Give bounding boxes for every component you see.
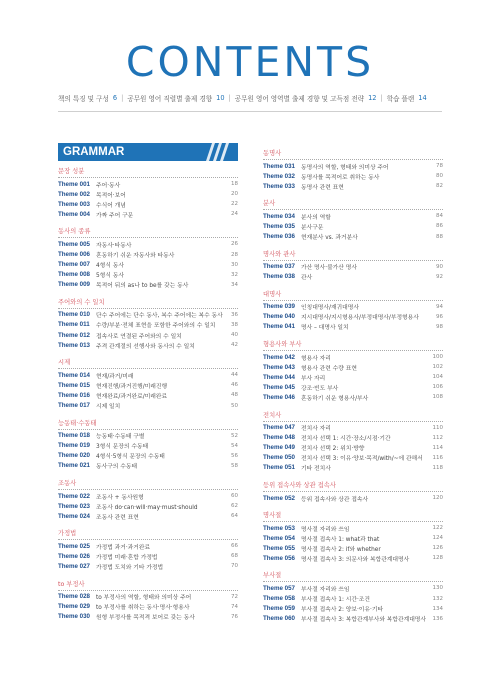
toc-entry[interactable]: [58, 602, 238, 612]
theme-title: 목적어 뒤의 as나 to be를 갖는 동사: [96, 283, 189, 290]
theme-title: 동사구의 수동태: [96, 464, 138, 471]
theme-number: Theme 029: [58, 603, 90, 611]
page-number: 122: [432, 525, 443, 532]
intro-label: 책의 특징 및 구성: [58, 95, 109, 103]
theme-title: 5형식 동사: [96, 273, 124, 280]
toc-entry[interactable]: [263, 302, 443, 312]
section-heading: 문장 성분: [58, 163, 238, 178]
page-number: 56: [231, 452, 238, 459]
toc-entry[interactable]: [263, 382, 443, 392]
theme-number: Theme 018: [58, 432, 90, 440]
theme-title: 능동태·수동태 구별: [96, 434, 145, 441]
page-number: 96: [436, 313, 443, 320]
theme-title: 부사 자리: [301, 375, 326, 382]
page-number: 132: [432, 595, 443, 602]
page-number: 22: [231, 201, 238, 208]
theme-title: 가정법 과거·과거완료: [96, 544, 151, 551]
theme-number: Theme 049: [263, 444, 295, 452]
page-number: 30: [231, 261, 238, 268]
theme-number: Theme 017: [58, 402, 90, 410]
toc-entry[interactable]: [58, 320, 238, 330]
theme-number: Theme 002: [58, 190, 90, 198]
theme-title: 목적어·보어: [96, 192, 126, 199]
toc-entry[interactable]: [58, 501, 238, 511]
section-heading: to 부정사: [58, 576, 238, 591]
theme-number: Theme 031: [263, 162, 295, 170]
divider: [58, 111, 442, 112]
theme-title: to 부정사의 역할, 형태와 의미상 주어: [96, 595, 192, 602]
page-number: 106: [432, 384, 443, 391]
theme-number: Theme 048: [263, 434, 295, 442]
toc-entry[interactable]: [263, 161, 443, 171]
theme-title: 현재완료/과거완료/미래완료: [96, 393, 168, 400]
intro-page: 12: [368, 94, 377, 102]
theme-number: Theme 032: [263, 172, 295, 180]
theme-title: 인칭대명사/재귀대명사: [301, 305, 359, 312]
theme-number: Theme 052: [263, 494, 295, 502]
toc-entry[interactable]: [58, 199, 238, 209]
toc-entry[interactable]: [263, 312, 443, 322]
page-number: 68: [231, 553, 238, 560]
page-number: 18: [231, 181, 238, 188]
theme-title: 명사절 접속사 3: 의문사와 복합관계대명사: [301, 556, 410, 563]
toc-entry[interactable]: [58, 390, 238, 400]
section-heading: 형용사와 부사: [263, 336, 443, 351]
theme-number: Theme 050: [263, 454, 295, 462]
toc-section: [58, 223, 238, 289]
section-heading: 명사와 관사: [263, 246, 443, 261]
theme-title: 조동사 do·can·will·may·must·should: [96, 504, 198, 511]
toc-entry[interactable]: [263, 171, 443, 181]
page-number: 94: [436, 303, 443, 310]
section-heading: 등위 접속사와 상관 접속사: [263, 477, 443, 492]
theme-title: 명사 – 대명사 일치: [301, 325, 349, 332]
theme-number: Theme 011: [58, 321, 90, 329]
toc-entry[interactable]: [58, 431, 238, 441]
theme-number: Theme 010: [58, 311, 90, 319]
toc-entry[interactable]: [58, 561, 238, 571]
theme-title: 관사: [301, 275, 313, 282]
page-number: 62: [231, 503, 238, 510]
theme-title: 단수 주어에는 단수 동사, 복수 주어에는 복수 동사: [96, 313, 223, 320]
theme-title: 동명사의 역할, 형태와 의미상 주어: [301, 164, 389, 171]
theme-title: 시제 일치: [96, 404, 121, 411]
intro-page: 14: [418, 94, 427, 102]
toc-entry[interactable]: [263, 272, 443, 282]
theme-title: 혼동하기 쉬운 자동사와 타동사: [96, 253, 175, 260]
page-number: 90: [436, 263, 443, 270]
page-number: 26: [231, 241, 238, 248]
page-number: 126: [432, 545, 443, 552]
page-number: 32: [231, 271, 238, 278]
page-number: 82: [436, 183, 443, 190]
page-number: 76: [231, 613, 238, 620]
page-title: CONTENTS: [125, 38, 375, 86]
page-number: 54: [231, 442, 238, 449]
theme-title: 수식어 개념: [96, 202, 126, 209]
theme-title: 조동사 + 동사원형: [96, 494, 144, 501]
theme-title: 전치사 선택 2: 위치·방향: [301, 446, 365, 453]
intro-page: 6: [112, 94, 118, 102]
page-number: 72: [231, 593, 238, 600]
page-number: 134: [432, 605, 443, 612]
section-heading: 동사의 종류: [58, 223, 238, 238]
toc-entry[interactable]: [58, 330, 238, 340]
toc-entry[interactable]: [263, 583, 443, 593]
toc-entry[interactable]: [263, 262, 443, 272]
page-number: 52: [231, 432, 238, 439]
toc-entry[interactable]: [58, 441, 238, 451]
toc-entry[interactable]: [263, 352, 443, 362]
toc-entry[interactable]: [263, 433, 443, 443]
toc-entry[interactable]: [58, 249, 238, 259]
theme-title: 명사절 자리와 쓰임: [301, 526, 350, 533]
page-number: 20: [231, 191, 238, 198]
section-heading: 가정법: [58, 525, 238, 540]
theme-number: Theme 038: [263, 273, 295, 281]
toc-list: [58, 163, 238, 622]
toc-entry[interactable]: [263, 614, 443, 624]
intro-bar: 책의 특징 및 구성 6 | 공무원 영어 직렬별 출제 경향 10 | 공무원 영어 영역별 출제 경향 및 고득점 전략 12 | 학습 플랜 14: [58, 94, 427, 103]
theme-title: 혼동하기 쉬운 형용사/부사: [301, 395, 369, 402]
toc-entry[interactable]: [263, 221, 443, 231]
toc-entry[interactable]: [58, 340, 238, 350]
toc-section: [58, 294, 238, 350]
theme-title: 4형식 동사: [96, 263, 124, 270]
toc-entry[interactable]: [58, 401, 238, 411]
theme-title: 분사의 역할: [301, 214, 331, 221]
theme-title: 분사구문: [301, 224, 324, 231]
page-number: 92: [436, 273, 443, 280]
toc-entry[interactable]: [263, 231, 443, 241]
theme-number: Theme 054: [263, 534, 295, 542]
theme-number: Theme 021: [58, 462, 90, 470]
theme-title: 동명사 관련 표현: [301, 184, 344, 191]
theme-title: 명사절 접속사 2: if와 whether: [301, 546, 381, 553]
theme-number: Theme 007: [58, 261, 90, 269]
theme-number: Theme 008: [58, 271, 90, 279]
toc-entry[interactable]: [58, 179, 238, 189]
section-heading: 명사절: [263, 507, 443, 522]
theme-number: Theme 020: [58, 452, 90, 460]
theme-number: Theme 057: [263, 584, 295, 592]
toc-entry[interactable]: [263, 493, 443, 503]
theme-number: Theme 009: [58, 281, 90, 289]
theme-title: 현재/과거/미래: [96, 373, 134, 380]
page-number: 44: [231, 372, 238, 379]
page-number: 102: [432, 364, 443, 371]
page-number: 28: [231, 251, 238, 258]
section-banner: [58, 143, 238, 161]
toc-section: [263, 477, 443, 503]
theme-title: 명사절 접속사 1: what과 that: [301, 536, 380, 543]
toc-entry[interactable]: [263, 362, 443, 372]
page-number: 112: [432, 434, 443, 441]
toc-entry[interactable]: [58, 451, 238, 461]
page-number: 136: [432, 615, 443, 622]
toc-entry[interactable]: [263, 604, 443, 614]
page-number: 24: [231, 211, 238, 218]
toc-section: [58, 525, 238, 571]
theme-title: 부사절 접속사 3: 복합관계부사와 복합관계대명사: [301, 617, 427, 624]
theme-number: Theme 046: [263, 393, 295, 401]
theme-number: Theme 059: [263, 605, 295, 613]
section-heading: 부사절: [263, 567, 443, 582]
page-number: 86: [436, 223, 443, 230]
theme-number: Theme 027: [58, 562, 90, 570]
toc-entry[interactable]: [263, 523, 443, 533]
toc-entry[interactable]: [58, 511, 238, 521]
intro-label: 공무원 영어 영역별 출제 경향 및 고득점 전략: [234, 95, 365, 103]
page-number: 74: [231, 603, 238, 610]
theme-number: Theme 005: [58, 240, 90, 248]
theme-number: Theme 060: [263, 615, 295, 623]
intro-page: 10: [216, 94, 225, 102]
theme-number: Theme 012: [58, 331, 90, 339]
theme-title: 형용사 자리: [301, 355, 331, 362]
theme-number: Theme 045: [263, 383, 295, 391]
theme-number: Theme 013: [58, 341, 90, 349]
toc-section: [263, 286, 443, 332]
theme-number: Theme 037: [263, 263, 295, 271]
left-column: [58, 143, 238, 626]
theme-title: 형용사 관련 수량 표현: [301, 365, 357, 372]
theme-number: Theme 025: [58, 542, 90, 550]
theme-title: 3형식 문장의 수동태: [96, 444, 149, 451]
toc-entry[interactable]: [263, 453, 443, 463]
page-number: 70: [231, 563, 238, 570]
theme-title: 가산 명사·불가산 명사: [301, 265, 357, 272]
toc-section: [58, 163, 238, 219]
toc-entry[interactable]: [58, 380, 238, 390]
page-number: 34: [231, 281, 238, 288]
page-number: 84: [436, 213, 443, 220]
theme-number: Theme 042: [263, 353, 295, 361]
toc-section: [263, 507, 443, 563]
toc-entry[interactable]: [58, 592, 238, 602]
page-number: 48: [231, 392, 238, 399]
theme-number: Theme 047: [263, 424, 295, 432]
theme-title: 주격 관계절의 선행사와 동사의 수 일치: [96, 343, 195, 350]
stripes-icon: [202, 143, 232, 161]
page-number: 98: [436, 323, 443, 330]
theme-title: 전치사 선택 3: 이유·양보·목적/with/~에 관해서: [301, 456, 423, 463]
toc-section: [58, 354, 238, 410]
theme-title: 기타 전치사: [301, 466, 331, 473]
page-number: 120: [432, 495, 443, 502]
toc-section: [263, 407, 443, 473]
toc-entry[interactable]: [263, 423, 443, 433]
theme-number: Theme 043: [263, 363, 295, 371]
page-number: 80: [436, 173, 443, 180]
theme-title: 원형 부정사를 목적격 보어로 갖는 동사: [96, 615, 195, 622]
toc-entry[interactable]: [58, 310, 238, 320]
theme-number: Theme 022: [58, 492, 90, 500]
toc-entry[interactable]: [58, 280, 238, 290]
toc-entry[interactable]: [263, 372, 443, 382]
theme-number: Theme 044: [263, 373, 295, 381]
theme-number: Theme 001: [58, 180, 90, 188]
page-number: 78: [436, 163, 443, 170]
theme-number: Theme 019: [58, 442, 90, 450]
toc-entry[interactable]: [58, 209, 238, 219]
toc-entry[interactable]: [58, 260, 238, 270]
toc-entry[interactable]: [58, 612, 238, 622]
page-number: 114: [432, 444, 443, 451]
page-number: 38: [231, 321, 238, 328]
page-number: 130: [432, 585, 443, 592]
page-number: 108: [432, 394, 443, 401]
theme-title: 등위 접속사와 상관 접속사: [301, 496, 369, 503]
toc-entry[interactable]: [263, 463, 443, 473]
page-number: 116: [432, 454, 443, 461]
intro-label: 학습 플랜: [386, 95, 415, 103]
right-column: [263, 143, 443, 628]
toc-entry[interactable]: [263, 594, 443, 604]
theme-number: Theme 041: [263, 323, 295, 331]
toc-section: [263, 246, 443, 282]
toc-entry[interactable]: [263, 553, 443, 563]
page-number: 40: [231, 332, 238, 339]
toc-section: [263, 567, 443, 623]
section-heading: 조동사: [58, 475, 238, 490]
theme-number: Theme 028: [58, 593, 90, 601]
intro-label: 공무원 영어 직렬별 출제 경향: [127, 95, 213, 103]
theme-number: Theme 014: [58, 371, 90, 379]
page-number: 88: [436, 233, 443, 240]
theme-title: 주어·동사: [96, 182, 121, 189]
theme-title: 가짜 주어 구문: [96, 212, 134, 219]
theme-number: Theme 033: [263, 182, 295, 190]
toc-entry[interactable]: [263, 322, 443, 332]
theme-title: 현재진행/과거진행/미래진행: [96, 383, 168, 390]
theme-number: Theme 039: [263, 303, 295, 311]
toc-section: [58, 475, 238, 521]
theme-number: Theme 003: [58, 200, 90, 208]
page-number: 64: [231, 513, 238, 520]
toc-list: [263, 145, 443, 624]
toc-entry[interactable]: [58, 239, 238, 249]
section-heading: 대명사: [263, 286, 443, 301]
theme-number: Theme 053: [263, 524, 295, 532]
theme-title: 부사절 접속사 2: 양보·이유·기타: [301, 607, 384, 614]
page-number: 60: [231, 493, 238, 500]
theme-number: Theme 036: [263, 233, 295, 241]
toc-entry[interactable]: [58, 461, 238, 471]
toc-section: [58, 576, 238, 622]
theme-number: Theme 030: [58, 613, 90, 621]
theme-title: to 부정사를 취하는 동사·명사·형용사: [96, 605, 190, 612]
toc-section: [263, 145, 443, 191]
toc-entry[interactable]: [58, 541, 238, 551]
theme-title: 전치사 자리: [301, 426, 331, 433]
toc-entry[interactable]: [263, 543, 443, 553]
section-heading: 능동태·수동태: [58, 415, 238, 430]
toc-entry[interactable]: [263, 392, 443, 402]
theme-title: 가정법 미래·혼합 가정법: [96, 554, 158, 561]
banner-label: GRAMMAR: [63, 146, 125, 158]
toc-entry[interactable]: [58, 370, 238, 380]
section-heading: 주어와의 수 일치: [58, 294, 238, 309]
theme-title: 접속사로 연결된 주어와의 수 일치: [96, 333, 182, 340]
toc-entry[interactable]: [58, 270, 238, 280]
page-number: 100: [432, 354, 443, 361]
toc-entry[interactable]: [263, 181, 443, 191]
theme-title: 부사절 자리와 쓰임: [301, 586, 350, 593]
theme-number: Theme 058: [263, 595, 295, 603]
theme-number: Theme 026: [58, 552, 90, 560]
toc-entry[interactable]: [58, 189, 238, 199]
theme-title: 부사절 접속사 1: 시간·조건: [301, 597, 371, 604]
toc-entry[interactable]: [263, 443, 443, 453]
toc-section: [263, 336, 443, 402]
page-number: 110: [432, 424, 443, 431]
theme-title: 4형식·5형식 문장의 수동태: [96, 454, 165, 461]
page-number: 118: [432, 464, 443, 471]
theme-number: Theme 055: [263, 544, 295, 552]
theme-title: 전치사 선택 1: 시간·장소/시점·기간: [301, 436, 391, 443]
page-number: 124: [432, 535, 443, 542]
theme-title: 자동사·타동사: [96, 242, 132, 249]
theme-number: Theme 035: [263, 222, 295, 230]
page-number: 104: [432, 374, 443, 381]
theme-number: Theme 023: [58, 502, 90, 510]
theme-title: 가정법 도치와 기타 가정법: [96, 564, 164, 571]
section-heading: 분사: [263, 195, 443, 210]
theme-number: Theme 056: [263, 554, 295, 562]
page-number: 58: [231, 462, 238, 469]
page-number: 128: [432, 555, 443, 562]
theme-title: 수량/부분·전체 표현을 포함한 주어와의 수 일치: [96, 323, 216, 330]
theme-number: Theme 034: [263, 212, 295, 220]
toc-entry[interactable]: [58, 491, 238, 501]
theme-number: Theme 040: [263, 313, 295, 321]
theme-number: Theme 015: [58, 381, 90, 389]
page-number: 42: [231, 342, 238, 349]
theme-number: Theme 051: [263, 464, 295, 472]
theme-title: 강조·빈도 부사: [301, 385, 339, 392]
page-number: 50: [231, 402, 238, 409]
toc-entry[interactable]: [263, 211, 443, 221]
theme-title: 현재분사 vs. 과거분사: [301, 235, 358, 242]
page-number: 46: [231, 382, 238, 389]
toc-section: [263, 195, 443, 241]
theme-number: Theme 006: [58, 251, 90, 259]
theme-number: Theme 024: [58, 512, 90, 520]
theme-title: 조동사 관련 표현: [96, 514, 139, 521]
section-heading: 동명사: [263, 145, 443, 160]
toc-entry[interactable]: [58, 551, 238, 561]
page-number: 66: [231, 543, 238, 550]
theme-number: Theme 004: [58, 210, 90, 218]
toc-entry[interactable]: [263, 533, 443, 543]
theme-title: 지시대명사/지시형용사/부정대명사/부정형용사: [301, 315, 419, 322]
section-heading: 시제: [58, 354, 238, 369]
theme-number: Theme 016: [58, 391, 90, 399]
toc-section: [58, 415, 238, 471]
theme-title: 동명사를 목적어로 취하는 동사: [301, 174, 380, 181]
page-number: 36: [231, 311, 238, 318]
section-heading: 전치사: [263, 407, 443, 422]
